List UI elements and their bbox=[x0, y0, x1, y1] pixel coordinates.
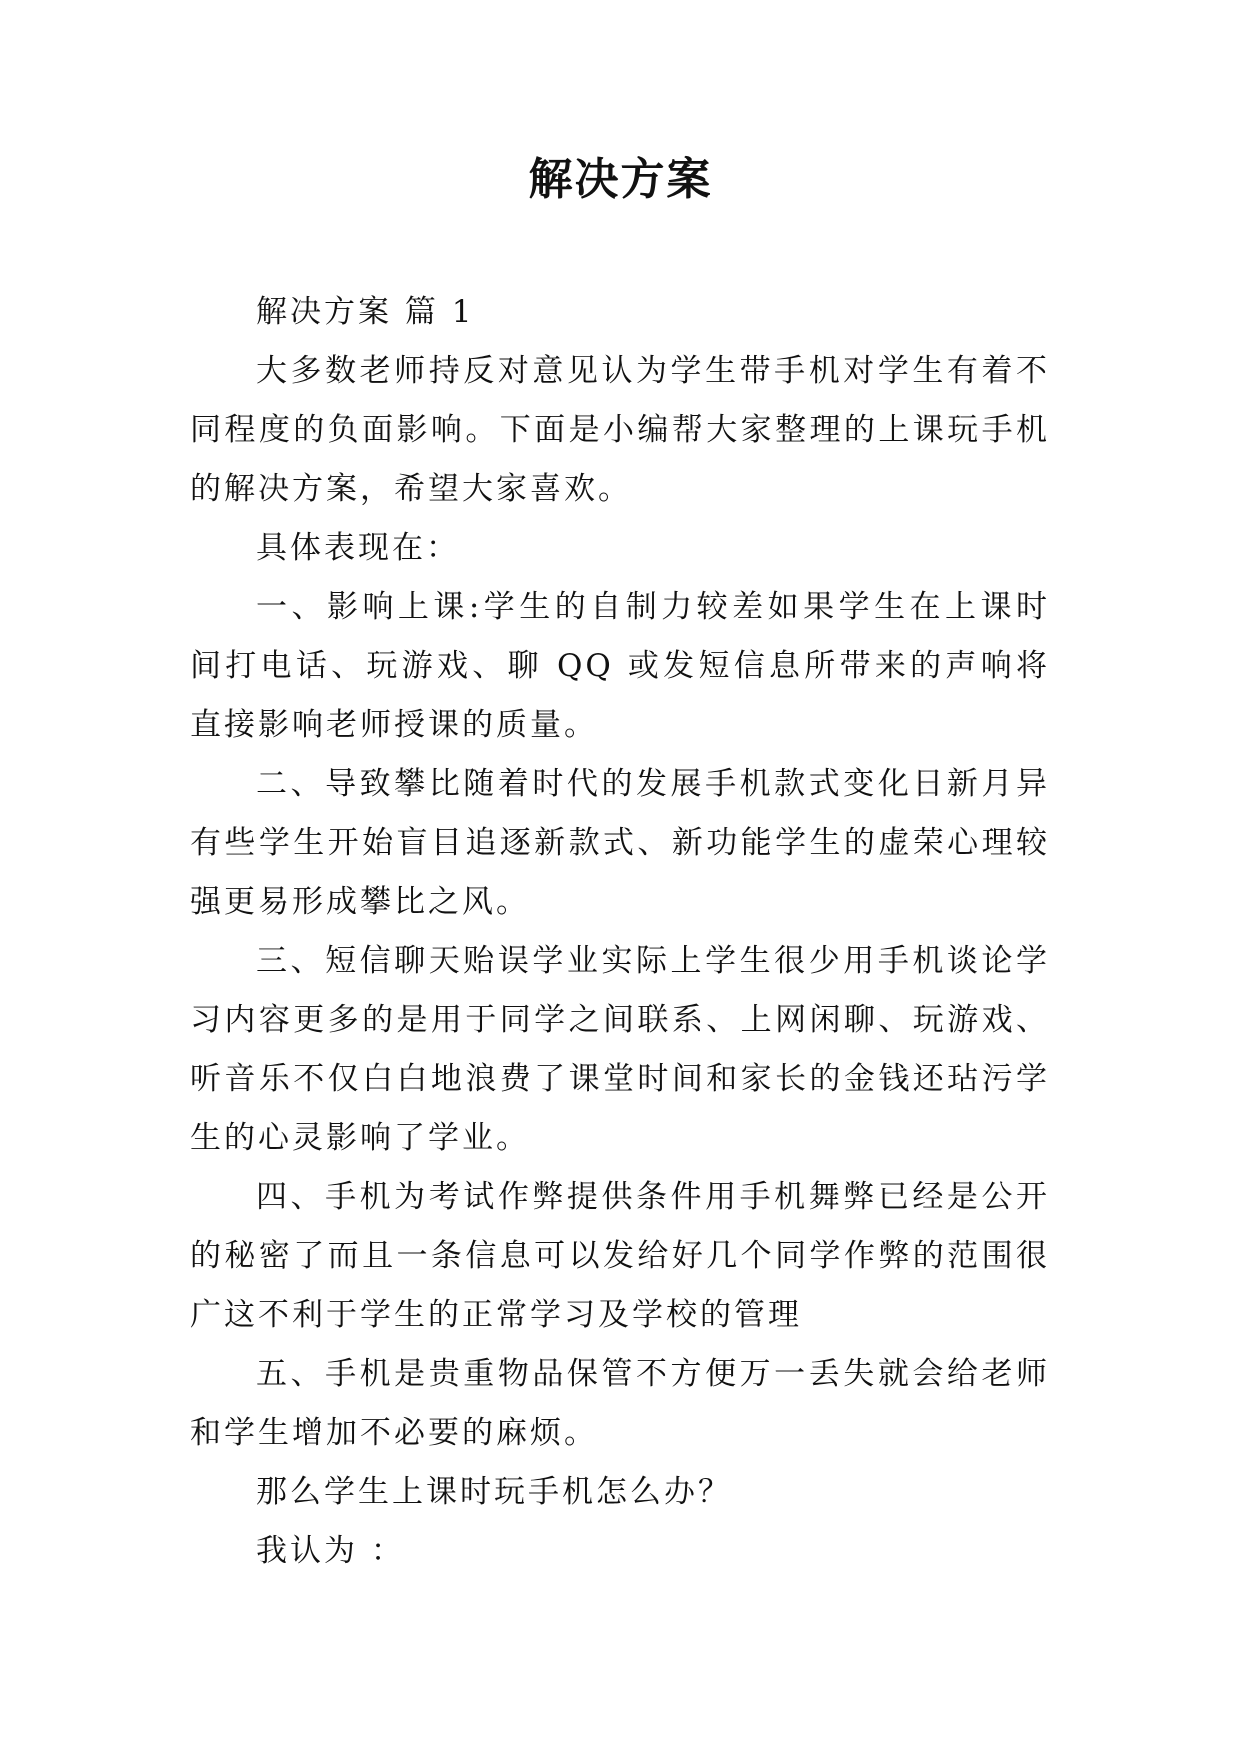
paragraph-point-4: 四、手机为考试作弊提供条件用手机舞弊已经是公开的秘密了而且一条信息可以发给好几个同学作弊的范围很广这不利于学生的正常学习及学校的管理 bbox=[190, 1179, 1050, 1333]
paragraph-point-1: 一、影响上课:学生的自制力较差如果学生在上课时间打电话、玩游戏、聊 QQ 或发短信息所带来的声响将直接影响老师授课的质量。 bbox=[190, 589, 1050, 743]
document-title: 解决方案 bbox=[528, 154, 713, 205]
paragraph-question: 那么学生上课时玩手机怎么办？ bbox=[256, 1474, 732, 1510]
paragraph-point-2: 二、导致攀比随着时代的发展手机款式变化日新月异有些学生开始盲目追逐新款式、新功能学生的虚荣心理较强更易形成攀比之风。 bbox=[190, 766, 1050, 920]
section-heading: 解决方案 篇 1 bbox=[256, 294, 475, 330]
paragraph-intro: 大多数老师持反对意见认为学生带手机对学生有着不同程度的负面影响。下面是小编帮大家整理的上课玩手机的解决方案，希望大家喜欢。 bbox=[190, 353, 1050, 507]
document-body bbox=[190, 283, 1050, 1581]
paragraph-specifics-lead: 具体表现在： bbox=[256, 530, 460, 566]
paragraph-point-3: 三、短信聊天贻误学业实际上学生很少用手机谈论学习内容更多的是用于同学之间联系、上网闲聊、玩游戏、听音乐不仅白白地浪费了课堂时间和家长的金钱还玷污学生的心灵影响了学业。 bbox=[190, 943, 1050, 1156]
paragraph-point-5: 五、手机是贵重物品保管不方便万一丢失就会给老师和学生增加不必要的麻烦。 bbox=[190, 1356, 1050, 1451]
paragraph-opinion-lead: 我认为 ： bbox=[256, 1533, 405, 1569]
